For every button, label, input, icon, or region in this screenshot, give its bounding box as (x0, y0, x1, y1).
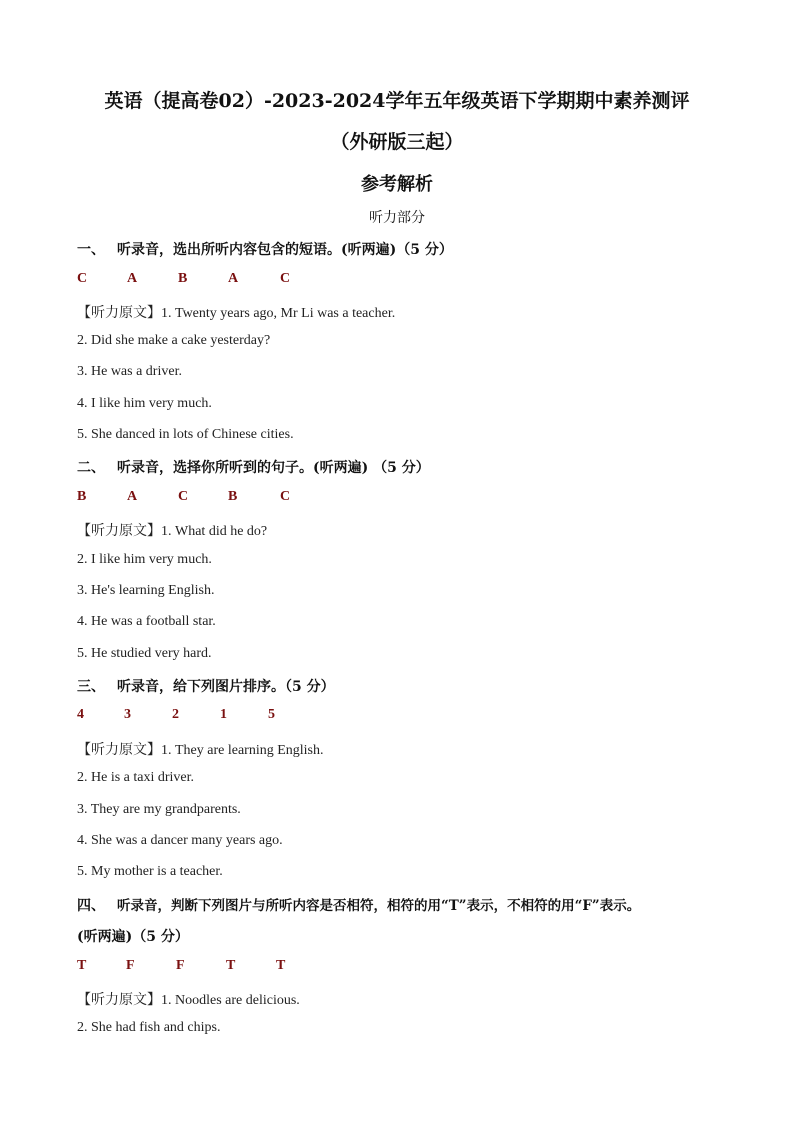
answer-1: T (77, 958, 87, 973)
answer-2: 3 (124, 707, 131, 722)
answer-4: 1 (220, 707, 227, 722)
transcript-line: 5. She danced in lots of Chinese cities. (77, 427, 294, 442)
answer-5: C (280, 271, 291, 286)
transcript-text: 1. Noodles are delicious. (161, 993, 300, 1008)
transcript-line: 4. She was a dancer many years ago. (77, 833, 283, 848)
section-number: 三、 (77, 679, 105, 695)
transcript-line: 3. He's learning English. (77, 583, 215, 598)
transcript-text: 1. Twenty years ago, Mr Li was a teacher. (161, 306, 396, 321)
part-heading: 听力部分 (369, 210, 425, 226)
answer-5: 5 (268, 707, 275, 722)
answer-3: F (176, 958, 185, 973)
answer-3: B (178, 271, 188, 286)
section-2-heading (77, 457, 430, 477)
answer-1: C (77, 271, 88, 286)
answer-4: B (228, 489, 238, 504)
answer-4: A (228, 271, 239, 286)
transcript-line (77, 989, 300, 1009)
transcript-text: 1. They are learning English. (161, 743, 324, 758)
transcript-line: 3. He was a driver. (77, 364, 182, 379)
transcript-line (77, 520, 267, 540)
listening-tag: 【听力原文】 (77, 992, 161, 1008)
transcript-line: 5. He studied very hard. (77, 646, 212, 661)
analysis-heading: 参考解析 (361, 174, 433, 195)
section-1-heading (77, 239, 453, 259)
transcript-line: 2. I like him very much. (77, 552, 212, 567)
section-number: 二、 (77, 460, 105, 476)
answer-2: A (127, 271, 138, 286)
section-3-heading (77, 676, 335, 696)
section-instruction: 听录音，判断下列图片与所听内容是否相符，相符的用“T”表示，不相符的用“F”表示。 (117, 898, 641, 914)
transcript-text: 1. What did he do? (161, 524, 268, 539)
section-instruction: 听录音，选择你所听到的句子。(听两遍) （5 分） (117, 460, 430, 476)
answer-2: F (126, 958, 135, 973)
transcript-line: 5. My mother is a teacher. (77, 864, 223, 879)
answer-4: T (226, 958, 236, 973)
section-4-heading-cont: (听两遍)（5 分） (77, 929, 189, 945)
transcript-line: 2. Did she make a cake yesterday? (77, 333, 271, 348)
document-title: 英语（提高卷02）-2023-2024学年五年级英语下学期期中素养测评 (104, 90, 690, 112)
transcript-line: 2. She had fish and chips. (77, 1020, 221, 1035)
transcript-line (77, 739, 324, 759)
answer-5: T (276, 958, 286, 973)
answer-1: 4 (77, 707, 84, 722)
answer-2: A (127, 489, 138, 504)
answer-3: 2 (172, 707, 179, 722)
listening-tag: 【听力原文】 (77, 742, 161, 758)
transcript-line: 3. They are my grandparents. (77, 802, 241, 817)
transcript-line (77, 302, 395, 322)
section-number: 四、 (77, 898, 105, 914)
document-subtitle: （外研版三起） (330, 131, 464, 153)
answer-1: B (77, 489, 87, 504)
transcript-line: 2. He is a taxi driver. (77, 770, 195, 785)
section-instruction: 听录音，给下列图片排序。（5 分） (117, 679, 335, 695)
transcript-line: 4. He was a football star. (77, 614, 216, 629)
transcript-line: 4. I like him very much. (77, 396, 212, 411)
section-4-heading (77, 894, 640, 915)
listening-tag: 【听力原文】 (77, 305, 161, 321)
section-instruction: 听录音，选出所听内容包含的短语。(听两遍)（5 分） (117, 242, 453, 258)
answer-5: C (280, 489, 291, 504)
section-number: 一、 (77, 242, 105, 258)
answer-3: C (178, 489, 189, 504)
listening-tag: 【听力原文】 (77, 523, 161, 539)
